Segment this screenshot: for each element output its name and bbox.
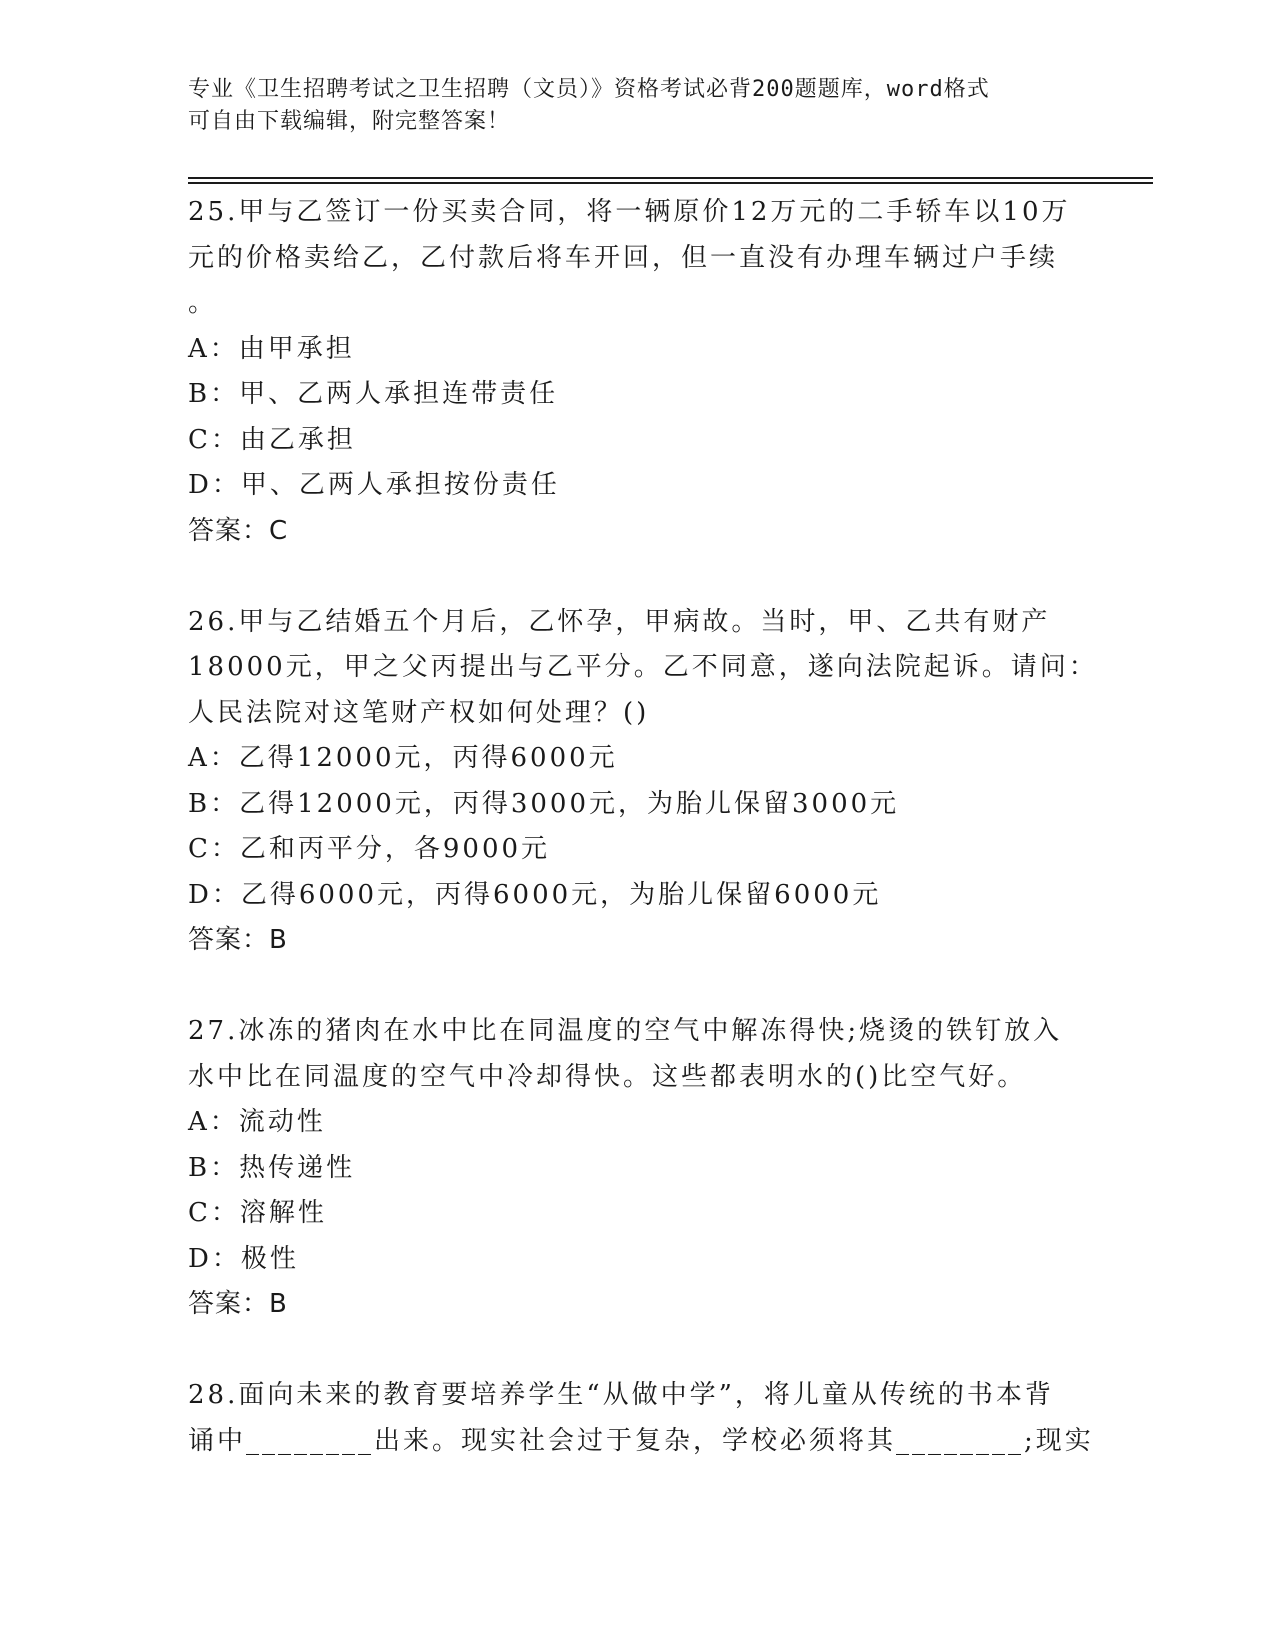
question-28 bbox=[188, 1373, 1094, 1464]
header-divider-top bbox=[188, 177, 1153, 179]
option-d: D：极性 bbox=[188, 1243, 299, 1274]
answer: 答案：C bbox=[188, 515, 289, 546]
question-gap bbox=[188, 1328, 1088, 1374]
question-text-line: 元的价格卖给乙，乙付款后将车开回，但一直没有办理车辆过户手续 bbox=[188, 242, 1059, 273]
answer: 答案：B bbox=[188, 925, 288, 955]
question-gap bbox=[188, 554, 1088, 600]
header-line-2: 可自由下载编辑，附完整答案！ bbox=[188, 109, 511, 134]
question-gap bbox=[188, 964, 1088, 1010]
option-a: A：由甲承担 bbox=[188, 333, 355, 364]
question-list bbox=[188, 190, 1098, 1464]
option-c: C：由乙承担 bbox=[188, 424, 356, 455]
question-text-line: 28.面向未来的教育要培养学生“从做中学”，将儿童从传统的书本背 bbox=[188, 1380, 1054, 1410]
question-text-line: 18000元，甲之父丙提出与乙平分。乙不同意，遂向法院起诉。请问： bbox=[188, 652, 1098, 682]
answer: 答案：B bbox=[188, 1289, 288, 1319]
question-text-line: 水中比在同温度的空气中冷却得快。这些都表明水的()比空气好。 bbox=[188, 1061, 1027, 1092]
option-a: A：乙得12000元，丙得6000元 bbox=[188, 743, 618, 773]
option-b: B：乙得12000元，丙得3000元，为胎儿保留3000元 bbox=[188, 788, 900, 819]
question-text-line: 。 bbox=[188, 288, 218, 318]
question-text-line: 26.甲与乙结婚五个月后，乙怀孕，甲病故。当时，甲、乙共有财产 bbox=[188, 606, 1051, 637]
option-b: B：热传递性 bbox=[188, 1152, 356, 1183]
option-d: D：乙得6000元，丙得6000元，为胎儿保留6000元 bbox=[188, 879, 882, 910]
option-c: C：乙和丙平分，各9000元 bbox=[188, 834, 551, 864]
question-25 bbox=[188, 190, 1088, 554]
question-26 bbox=[188, 600, 1098, 964]
question-text-line: 25.甲与乙签订一份买卖合同，将一辆原价12万元的二手轿车以10万 bbox=[188, 197, 1071, 227]
document-header bbox=[188, 74, 1068, 138]
option-c: C：溶解性 bbox=[188, 1198, 327, 1228]
question-text-line: 诵中________出来。现实社会过于复杂，学校必须将其________;现实 bbox=[188, 1425, 1094, 1456]
question-27 bbox=[188, 1009, 1088, 1328]
question-text-line: 人民法院对这笔财产权如何处理？() bbox=[188, 697, 650, 728]
question-text-line: 27.冰冻的猪肉在水中比在同温度的空气中解冻得快;烧烫的铁钉放入 bbox=[188, 1016, 1063, 1046]
header-divider-bottom bbox=[188, 182, 1153, 184]
option-b: B：甲、乙两人承担连带责任 bbox=[188, 379, 559, 409]
option-a: A：流动性 bbox=[188, 1107, 326, 1137]
option-d: D：甲、乙两人承担按份责任 bbox=[188, 470, 560, 500]
header-line-1: 专业《卫生招聘考试之卫生招聘（文员）》资格考试必背200题题库，word格式 bbox=[188, 77, 990, 102]
